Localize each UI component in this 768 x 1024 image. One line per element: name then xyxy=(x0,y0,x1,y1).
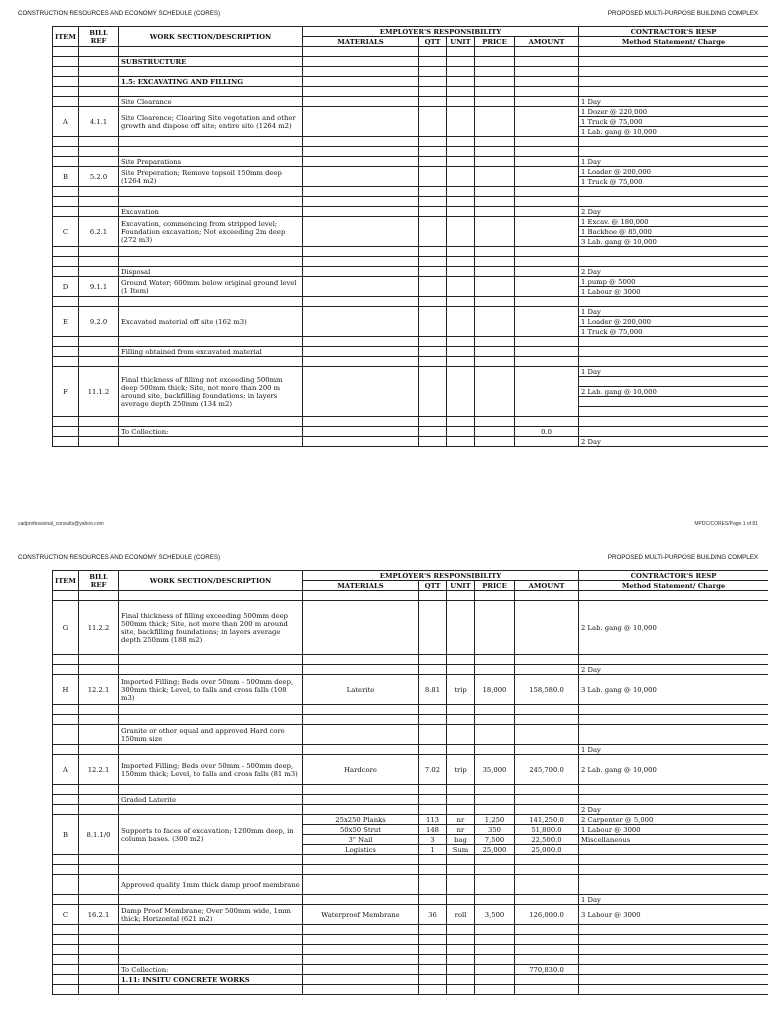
description-cell: Imported Filling; Beds over 50mm - 500mm deep, 150mm thick; Level, to falls and cross falls (81 m3) xyxy=(119,755,303,785)
col-unit: UNIT xyxy=(447,37,475,47)
material-cell: Hardcore xyxy=(303,755,419,785)
table-row xyxy=(53,57,768,67)
material-cell: Laterite xyxy=(303,675,419,705)
method-cell: 1 Labour @ 3000 xyxy=(579,825,768,835)
qty-cell: 113 xyxy=(419,815,447,825)
subheading: Site Clearance xyxy=(119,97,303,107)
col-bill-ref: BILL REF xyxy=(79,27,119,47)
method-cell: 2 Day xyxy=(579,805,768,815)
col-price: PRICE xyxy=(475,37,515,47)
item-cell: E xyxy=(53,307,79,337)
item-cell: A xyxy=(53,107,79,137)
method-cell: 3 Labour @ 3000 xyxy=(579,905,768,925)
method-cell: 2 Day xyxy=(579,437,768,447)
schedule-table-page2 xyxy=(52,570,768,995)
unit-cell: bag xyxy=(447,835,475,845)
table-row xyxy=(53,855,768,865)
col-method: Method Statement/ Charge xyxy=(579,581,768,591)
table-row xyxy=(53,875,768,895)
table-row xyxy=(53,895,768,905)
table-row xyxy=(53,437,768,447)
page1-footer xyxy=(0,521,768,531)
table-row xyxy=(53,955,768,965)
table-row xyxy=(53,985,768,995)
method-cell: 2 Day xyxy=(579,267,768,277)
description-cell: Imported Filling; Beds over 50mm - 500mm deep, 300mm thick; Level, to falls and cross falls (108 m3) xyxy=(119,675,303,705)
footer-email: cadprofessional_consults@yahoo.com xyxy=(18,521,104,527)
material-cell: Logistics xyxy=(303,845,419,855)
col-contractor-group: CONTRACTOR'S RESP xyxy=(579,571,768,581)
table-row xyxy=(53,147,768,157)
table-row xyxy=(53,417,768,427)
item-cell: F xyxy=(53,367,79,417)
table-row xyxy=(53,207,768,217)
item-cell: G xyxy=(53,601,79,655)
collection-label: To Collection: xyxy=(119,427,303,437)
table-row xyxy=(53,705,768,715)
table-row xyxy=(53,975,768,985)
table-row xyxy=(53,785,768,795)
item-cell: A xyxy=(53,755,79,785)
section-heading: 1.11: INSITU CONCRETE WORKS xyxy=(119,975,303,985)
method-cell: 2 Lab. gang @ 10,000 xyxy=(579,601,768,655)
item-cell: B xyxy=(53,815,79,855)
table-row xyxy=(53,715,768,725)
qty-cell: 148 xyxy=(419,825,447,835)
method-cell: 1 pump @ 5000 xyxy=(579,277,768,287)
table-row xyxy=(53,297,768,307)
bill-ref-cell: 11.2.2 xyxy=(79,601,119,655)
description-cell: Excavation, commencing from stripped level; Foundation excavation; Not exceeding 2m deep (272 m3) xyxy=(119,217,303,247)
table-row xyxy=(53,337,768,347)
method-cell: 1 Loader @ 200,000 xyxy=(579,167,768,177)
table-row xyxy=(53,601,768,655)
col-contractor-group: CONTRACTOR'S RESP xyxy=(579,27,768,37)
col-work-section: WORK SECTION/DESCRIPTION xyxy=(119,27,303,47)
table-row xyxy=(53,247,768,257)
item-cell: H xyxy=(53,675,79,705)
amount-cell: 245,700.0 xyxy=(515,755,579,785)
subheading: Excavation xyxy=(119,207,303,217)
method-cell: 1 Truck @ 75,000 xyxy=(579,117,768,127)
price-cell: 35,000 xyxy=(475,755,515,785)
col-item: ITEM xyxy=(53,27,79,47)
description-cell: Site Clearence; Clearing Site vegetation and other growth and dispose off site; entire site (1264 m2) xyxy=(119,107,303,137)
method-cell: 1 Day xyxy=(579,895,768,905)
amount-cell: 51,800.0 xyxy=(515,825,579,835)
col-item: ITEM xyxy=(53,571,79,591)
table-row xyxy=(53,655,768,665)
col-work-section: WORK SECTION/DESCRIPTION xyxy=(119,571,303,591)
col-amount: AMOUNT xyxy=(515,37,579,47)
table-row xyxy=(53,725,768,745)
method-cell: 2 Lab. gang @ 10,000 xyxy=(579,755,768,785)
table-row xyxy=(53,67,768,77)
item-cell: C xyxy=(53,905,79,925)
schedule-table-page1 xyxy=(52,26,768,447)
method-cell xyxy=(579,845,768,855)
page2-header xyxy=(0,552,768,566)
method-cell: 2 Lab. gang @ 10,000 xyxy=(579,387,768,397)
table-row xyxy=(53,107,768,117)
bill-ref-cell: 11.1.2 xyxy=(79,367,119,417)
method-cell: 1 Lab. gang @ 10,000 xyxy=(579,127,768,137)
method-cell: 1 Loader @ 200,000 xyxy=(579,317,768,327)
table-row xyxy=(53,47,768,57)
qty-cell: 3 xyxy=(419,835,447,845)
unit-cell: trip xyxy=(447,755,475,785)
col-employer-group: EMPLOYER'S RESPONSIBILITY xyxy=(303,27,579,37)
table-row xyxy=(53,905,768,925)
bill-ref-cell: 5.2.0 xyxy=(79,167,119,187)
table-row xyxy=(53,267,768,277)
description-cell: Final thickness of filling not exceeding 500mm deep 500mm thick; Site, not more than 200 m around site, backfilling foundations; in layers average depth 250mm (134 m2) xyxy=(119,367,303,417)
price-cell: 3,500 xyxy=(475,905,515,925)
table-row xyxy=(53,755,768,785)
footer-page-number: MPDC/CORES/Page 1 of 81 xyxy=(694,521,758,527)
price-cell: 7,500 xyxy=(475,835,515,845)
method-cell: 1 Labour @ 3000 xyxy=(579,287,768,297)
table-row xyxy=(53,217,768,227)
col-method: Method Statement/ Charge xyxy=(579,37,768,47)
table-row xyxy=(53,197,768,207)
amount-cell: 141,250.0 xyxy=(515,815,579,825)
bill-ref-cell: 4.1.1 xyxy=(79,107,119,137)
unit-cell: trip xyxy=(447,675,475,705)
table-row xyxy=(53,665,768,675)
method-cell: 1 Backhoe @ 85,000 xyxy=(579,227,768,237)
amount-cell: 158,580.0 xyxy=(515,675,579,705)
col-amount: AMOUNT xyxy=(515,581,579,591)
collection-amount: 770,830.0 xyxy=(515,965,579,975)
table-row xyxy=(53,347,768,357)
subheading: Graded Laterite xyxy=(119,795,303,805)
table-row xyxy=(53,77,768,87)
table-row xyxy=(53,675,768,705)
subheading: Disposal xyxy=(119,267,303,277)
collection-amount: 0.0 xyxy=(515,427,579,437)
col-price: PRICE xyxy=(475,581,515,591)
method-cell: 3 Lab. gang @ 10,000 xyxy=(579,237,768,247)
table-row xyxy=(53,795,768,805)
table-row xyxy=(53,277,768,287)
col-qty: QTT xyxy=(419,37,447,47)
table-row xyxy=(53,167,768,177)
description-cell: Ground Water; 600mm below original ground level (1 Item) xyxy=(119,277,303,297)
bill-ref-cell: 6.2.1 xyxy=(79,217,119,247)
table-row xyxy=(53,965,768,975)
price-cell: 350 xyxy=(475,825,515,835)
page1-header xyxy=(0,8,768,22)
material-cell: 3" Nail xyxy=(303,835,419,845)
col-materials: MATERIALS xyxy=(303,581,419,591)
material-cell: 50x50 Strut xyxy=(303,825,419,835)
price-cell: 25,000 xyxy=(475,845,515,855)
table-row xyxy=(53,427,768,437)
material-cell: Waterproof Membrane xyxy=(303,905,419,925)
method-cell: 1 Day xyxy=(579,367,768,377)
subheading: Filling obtained from excavated material xyxy=(119,347,303,357)
document-title: CONSTRUCTION RESOURCES AND ECONOMY SCHEDULE (CORES) xyxy=(18,10,221,17)
method-cell: 1 Truck @ 75,000 xyxy=(579,177,768,187)
table-row xyxy=(53,87,768,97)
subheading: Approved quality 1mm thick damp proof membrane xyxy=(119,875,303,895)
table-row xyxy=(53,157,768,167)
item-cell: C xyxy=(53,217,79,247)
description-cell: Supports to faces of excavation; 1200mm deep, in column bases. (300 m2) xyxy=(119,815,303,855)
bill-ref-cell: 8.1.1/0 xyxy=(79,815,119,855)
method-cell: 1 Day xyxy=(579,307,768,317)
table-row xyxy=(53,745,768,755)
table-row xyxy=(53,945,768,955)
table-row xyxy=(53,357,768,367)
description-cell: Damp Proof Membrane; Over 500mm wide, 1mm thick; Horizontal (621 m2) xyxy=(119,905,303,925)
document-title: CONSTRUCTION RESOURCES AND ECONOMY SCHEDULE (CORES) xyxy=(18,554,221,561)
table-row xyxy=(53,187,768,197)
method-cell: 1 Day xyxy=(579,745,768,755)
collection-label: To Collection: xyxy=(119,965,303,975)
bill-ref-cell: 12.2.1 xyxy=(79,755,119,785)
qty-cell: 8.81 xyxy=(419,675,447,705)
col-unit: UNIT xyxy=(447,581,475,591)
method-cell: 2 Carpenter @ 5,000 xyxy=(579,815,768,825)
table-row xyxy=(53,815,768,825)
description-cell: Site Preperation; Remove topsoil 150mm deep (1264 m2) xyxy=(119,167,303,187)
method-cell: 2 Day xyxy=(579,207,768,217)
unit-cell: roll xyxy=(447,905,475,925)
table-row xyxy=(53,865,768,875)
table-row xyxy=(53,925,768,935)
description-cell: Final thickness of filling exceeding 500mm deep 500mm thick; Site, not more than 200 m around site, backfilling foundations; in layers average depth 250mm (188 m2) xyxy=(119,601,303,655)
price-cell: 18,000 xyxy=(475,675,515,705)
project-title: PROPOSED MULTI-PURPOSE BUILDING COMPLEX xyxy=(607,554,758,561)
unit-cell: nr xyxy=(447,815,475,825)
section-heading: 1.5: EXCAVATING AND FILLING xyxy=(119,77,303,87)
amount-cell: 126,000.0 xyxy=(515,905,579,925)
method-cell: Miscellaneous xyxy=(579,835,768,845)
method-cell: 1 Day xyxy=(579,97,768,107)
col-materials: MATERIALS xyxy=(303,37,419,47)
material-cell: 25x250 Planks xyxy=(303,815,419,825)
subheading: Granite or other equal and approved Hard core 150mm size xyxy=(119,725,303,745)
unit-cell: Sum xyxy=(447,845,475,855)
col-qty: QTT xyxy=(419,581,447,591)
table-row xyxy=(53,367,768,377)
unit-cell: nr xyxy=(447,825,475,835)
method-cell: 1 Dozer @ 220,000 xyxy=(579,107,768,117)
col-employer-group: EMPLOYER'S RESPONSIBILITY xyxy=(303,571,579,581)
project-title: PROPOSED MULTI-PURPOSE BUILDING COMPLEX xyxy=(607,10,758,17)
method-cell: 2 Day xyxy=(579,665,768,675)
table-row xyxy=(53,935,768,945)
table-row xyxy=(53,591,768,601)
table-row xyxy=(53,97,768,107)
amount-cell: 22,500.0 xyxy=(515,835,579,845)
qty-cell: 1 xyxy=(419,845,447,855)
subheading: Site Preparations xyxy=(119,157,303,167)
amount-cell: 25,000.0 xyxy=(515,845,579,855)
table-row xyxy=(53,307,768,317)
item-cell: D xyxy=(53,277,79,297)
method-cell: 3 Lab. gang @ 10,000 xyxy=(579,675,768,705)
table-row xyxy=(53,257,768,267)
bill-ref-cell: 9.1.1 xyxy=(79,277,119,297)
price-cell: 1,250 xyxy=(475,815,515,825)
table-row xyxy=(53,137,768,147)
table-row xyxy=(53,805,768,815)
section-heading: SUBSTRUCTURE xyxy=(119,57,303,67)
item-cell: B xyxy=(53,167,79,187)
method-cell: 1 Truck @ 75,000 xyxy=(579,327,768,337)
bill-ref-cell: 9.2.0 xyxy=(79,307,119,337)
col-bill-ref: BILL REF xyxy=(79,571,119,591)
method-cell: 1 Excav. @ 180,000 xyxy=(579,217,768,227)
method-cell: 1 Day xyxy=(579,157,768,167)
qty-cell: 7.02 xyxy=(419,755,447,785)
description-cell: Excavated material off site (162 m3) xyxy=(119,307,303,337)
bill-ref-cell: 12.2.1 xyxy=(79,675,119,705)
qty-cell: 36 xyxy=(419,905,447,925)
bill-ref-cell: 16.2.1 xyxy=(79,905,119,925)
